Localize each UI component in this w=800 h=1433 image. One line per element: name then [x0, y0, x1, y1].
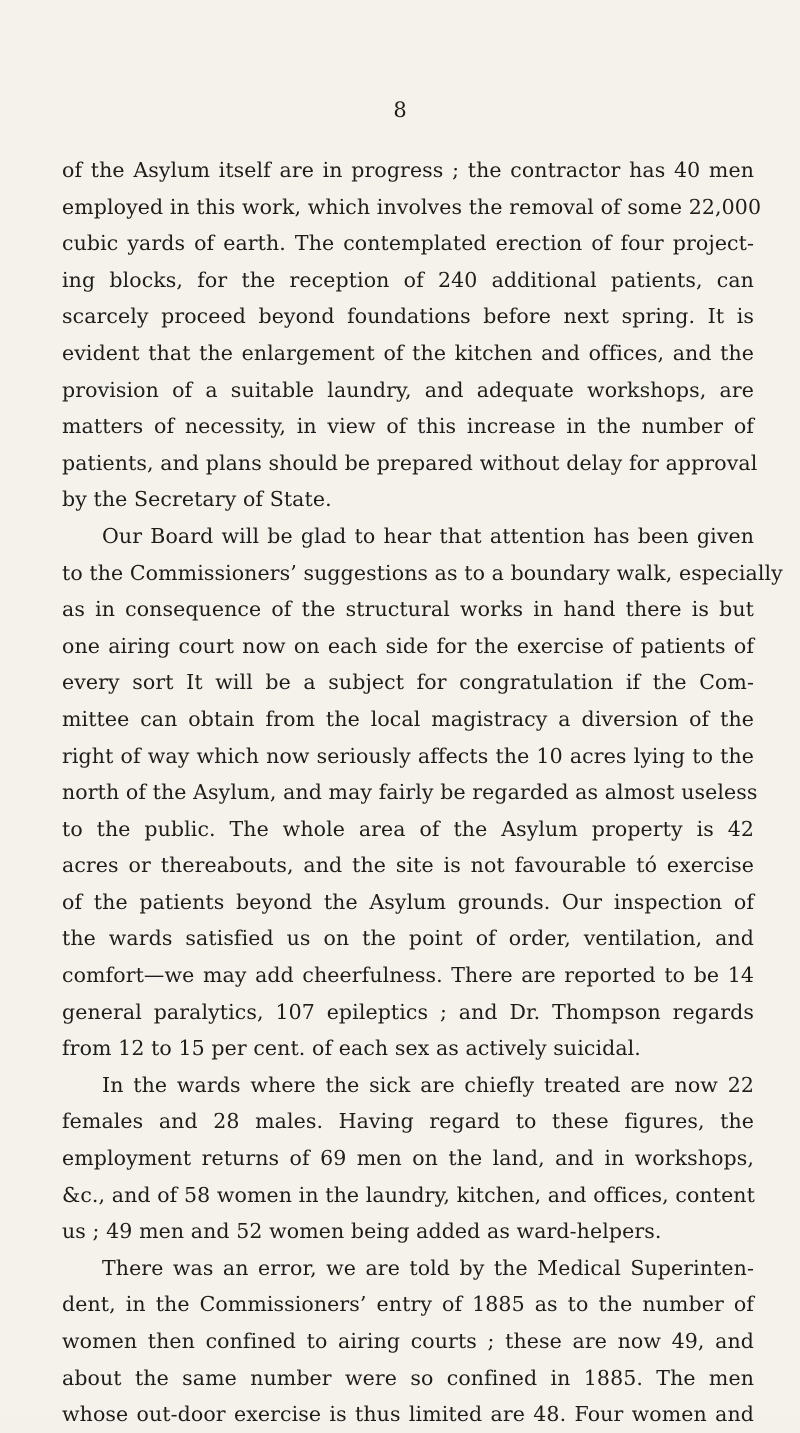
text-line: women then confined to airing courts ; these are now 49, and [62, 1329, 754, 1353]
text-line: &c., and of 58 women in the laundry, kitchen, and offices, content [62, 1182, 755, 1207]
text-line: to the Commissioners’ suggestions as to a boundary walk, especially [62, 560, 783, 585]
text-line: acres or thereabouts, and the site is not favourable tó exercise [62, 853, 754, 878]
text-line: comfort—we may add cheerfulness. There are reported to be 14 [62, 963, 754, 988]
text-line: from 12 to 15 per cent. of each sex as actively suicidal. [62, 1036, 641, 1061]
text-line: evident that the enlargement of the kitchen and offices, and the [62, 340, 754, 365]
text-line: ing blocks, for the reception of 240 additional patients, can [62, 267, 754, 292]
text-line: scarcely proceed beyond foundations before next spring. It is [62, 304, 754, 329]
text-line: females and 28 males. Having regard to these figures, the [62, 1109, 754, 1134]
text-line: There was an error, we are told by the Medical Superinten- [102, 1255, 754, 1280]
text-line: us ; 49 men and 52 women being added as ward-helpers. [62, 1219, 662, 1244]
page-number: 8 [393, 98, 407, 122]
text-line: every sort It will be a subject for congratulation if the Com- [62, 670, 754, 695]
text-line: the wards satisfied us on the point of order, ventilation, and [62, 926, 754, 951]
text-line: employment returns of 69 men on the land, and in workshops, [62, 1146, 754, 1171]
text-line: about the same number were so confined in 1885. The men [62, 1365, 754, 1390]
text-line: provision of a suitable laundry, and adequate workshops, are [62, 377, 754, 402]
text-line: dent, in the Commissioners’ entry of 1885 as to the number of [62, 1292, 754, 1317]
text-line: right of way which now seriously affects the 10 acres lying to the [62, 743, 754, 768]
text-line: employed in this work, which involves the removal of some 22,000 [62, 194, 762, 219]
body-text [62, 152, 783, 1433]
text-line: whose out-door exercise is thus limited are 48. Four women and [62, 1402, 754, 1427]
text-line: general paralytics, 107 epileptics ; and Dr. Thompson regards [62, 999, 754, 1024]
text-line: one airing court now on each side for the exercise of patients of [62, 633, 754, 658]
text-line: cubic yards of earth. The contemplated erection of four project- [62, 231, 754, 256]
text-line: patients, and plans should be prepared without delay for approval [62, 450, 758, 475]
text-line: north of the Asylum, and may fairly be regarded as almost useless [62, 780, 758, 805]
text-line: matters of necessity, in view of this increase in the number of [62, 414, 754, 439]
text-line: to the public. The whole area of the Asylum property is 42 [62, 816, 754, 841]
text-line: of the Asylum itself are in progress ; the contractor has 40 men [62, 158, 754, 182]
text-line: In the wards where the sick are chiefly treated are now 22 [102, 1072, 754, 1097]
text-line: Our Board will be glad to hear that attention has been given [102, 523, 754, 548]
text-line: of the patients beyond the Asylum grounds. Our inspection of [62, 889, 754, 914]
text-line: by the Secretary of State. [62, 487, 332, 512]
text-line: as in consequence of the structural works in hand there is but [62, 597, 754, 622]
text-line: mittee can obtain from the local magistracy a diversion of the [62, 706, 754, 731]
